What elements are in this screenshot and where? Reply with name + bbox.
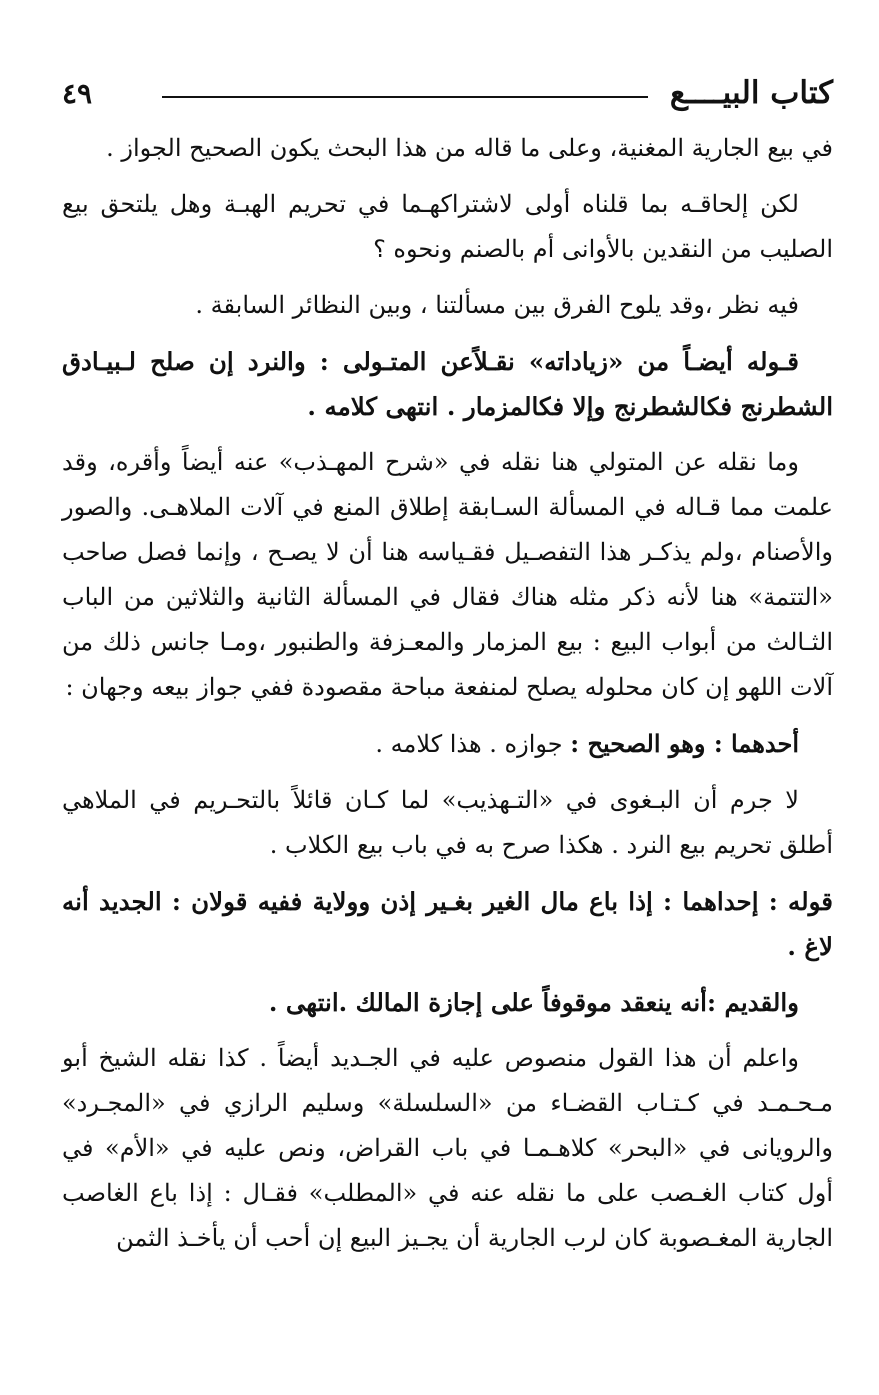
paragraph-text: والقديم :أنه ينعقد موقوفاً على إجازة المالك .انتهى . bbox=[268, 988, 799, 1017]
book-page bbox=[62, 70, 833, 1272]
quoted-passage-3 bbox=[62, 980, 833, 1025]
paragraph-text: وما نقله عن المتولي هنا نقله في «شرح المهـذب» عنه أيضاً وأقره، وقد علمت مما قـاله في المسألة السـابقة إطلاق المنع في آلات الملاهـى. والصور والأصنام ،ولم يذكـر هذا التفصـيل فقـياسه هنا أن لا يصـح ، وإنما فصل صاحب «التتمة» هنا لأنه ذكر مثله هناك فقال في المسألة الثانية والثلاثين من الباب الثـالث من أبواب البيع : بيع المزمار والمعـزفة والطنبور ،ومـا جانس ذلك من آلات اللهو إن كان محلوله يصلح لمنفعة مباحة مقصودة ففي جواز بيعه وجهان : bbox=[62, 448, 833, 701]
paragraph-5 bbox=[62, 440, 833, 710]
paragraph-text: في بيع الجارية المغنية، وعلى ما قاله من هذا البحث يكون الصحيح الجواز . bbox=[106, 134, 833, 162]
paragraph-1 bbox=[62, 126, 833, 171]
paragraph-10 bbox=[62, 1036, 833, 1261]
page-header bbox=[62, 70, 833, 116]
paragraph-text: فيه نظر ،وقد يلوح الفرق بين مسألتنا ، وبين النظائر السابقة . bbox=[195, 291, 799, 319]
paragraph-3 bbox=[62, 283, 833, 328]
header-rule bbox=[162, 96, 648, 98]
paragraph-2 bbox=[62, 182, 833, 272]
quoted-passage-1 bbox=[62, 339, 833, 429]
paragraph-6 bbox=[62, 721, 833, 767]
body-text bbox=[62, 126, 833, 1261]
page-number: ٤٩ bbox=[62, 76, 93, 110]
paragraph-7 bbox=[62, 778, 833, 868]
paragraph-text: لا جرم أن البـغوى في «التـهذيب» لما كـان قائلاً بالتحـريم في الملاهي أطلق تحريم بيع النرد . هكذا صرح به في باب بيع الكلاب . bbox=[62, 786, 833, 859]
paragraph-text: واعلم أن هذا القول منصوص عليه في الجـديد أيضاً . كذا نقله الشيخ أبو مـحـمـد في كـتـاب القضـاء من «السلسلة» وسليم الرازي في «المجـرد» والرويانى في «البحر» كلاهـمـا في باب القراض، ونص عليه في «الأم» في أول كتاب الغـصب على ما نقله عنه في «المطلب» فقـال : إذا باع الغاصب الجارية المغـصوبة كان لرب الجارية أن يجـيز البيع إن أحب أن يأخـذ الثمن bbox=[62, 1044, 833, 1252]
paragraph-text: قـوله أيضـاً من «زياداته» نقـلاًعن المتـولى : والنرد إن صلح لـبيـادق الشطرنج فكالشطرنج وإلا فكالمزمار . انتهى كلامه . bbox=[62, 347, 833, 421]
quoted-passage-2 bbox=[62, 879, 833, 969]
running-title: كتاب البيــــع bbox=[669, 75, 833, 111]
paragraph-text: قوله : إحداهما : إذا باع مال الغير بغـير إذن وولاية ففيه قولان : الجديد أنه لاغ . bbox=[62, 887, 833, 961]
paragraph-text: جوازه . هذا كلامه . bbox=[375, 730, 571, 758]
paragraph-text: لكن إلحاقـه بما قلناه أولى لاشتراكهـما في تحريم الهبـة وهل يلتحق بيع الصليب من النقدين بالأوانى أم بالصنم ونحوه ؟ bbox=[62, 190, 833, 263]
paragraph-lead: أحدهما : وهو الصحيح : bbox=[570, 729, 799, 758]
